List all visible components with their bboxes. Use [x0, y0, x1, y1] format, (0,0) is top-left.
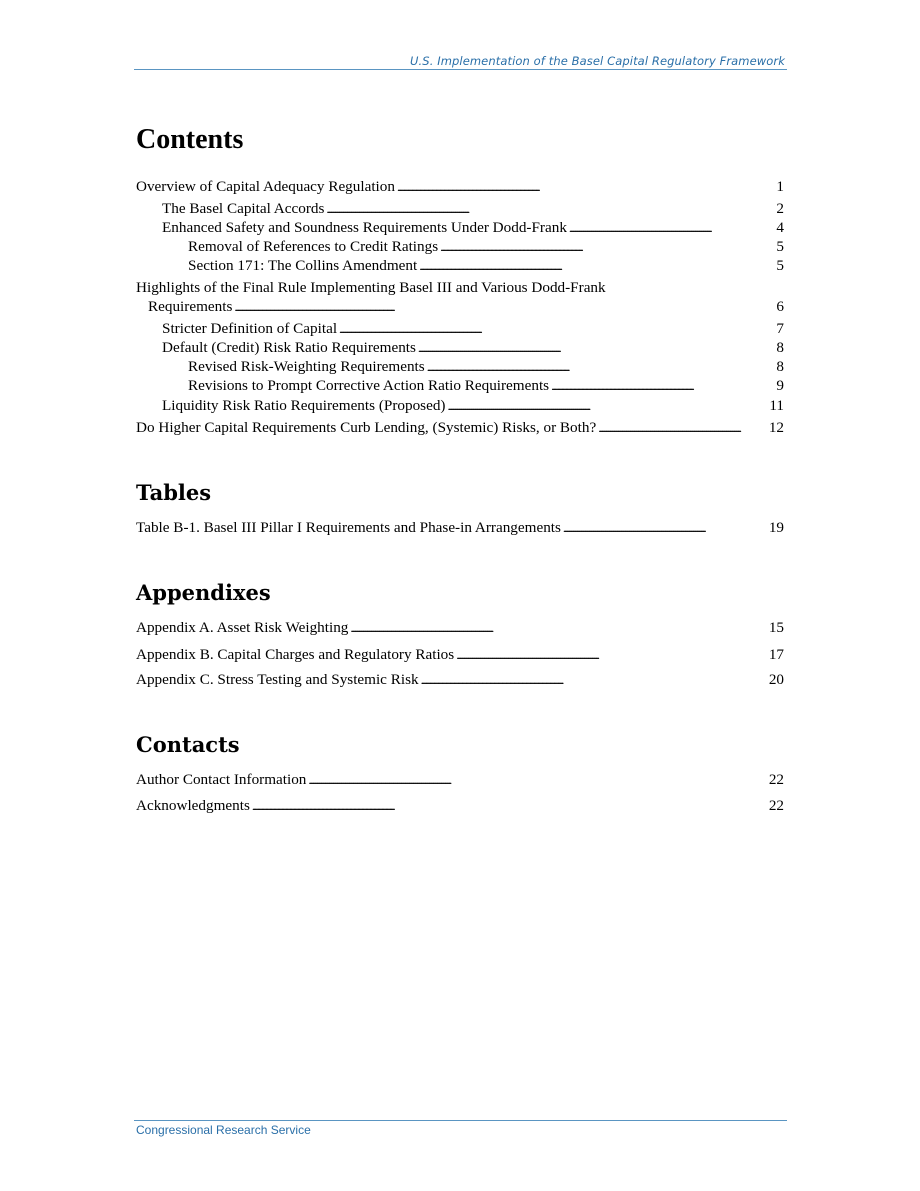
- toc-entry[interactable]: [188, 358, 784, 376]
- dot-leader: [447, 397, 767, 415]
- toc-entry-text: Appendix A. Asset Risk Weighting: [136, 619, 349, 636]
- toc-entry-page: 5: [776, 257, 784, 274]
- toc-entry[interactable]: [136, 771, 784, 789]
- toc-entry[interactable]: [148, 298, 784, 316]
- toc-entry-page: 19: [768, 519, 784, 536]
- toc-entry-text: Acknowledgments: [136, 797, 250, 814]
- toc-entry-text-line1[interactable]: Highlights of the Final Rule Implementing Basel III and Various Dodd-Frank: [136, 279, 606, 296]
- dot-leader: [440, 238, 774, 256]
- dot-leader: [339, 320, 774, 338]
- running-title: U.S. Implementation of the Basel Capital Regulatory Framework: [410, 54, 785, 68]
- toc-entry-page: 20: [768, 671, 784, 688]
- toc-entry[interactable]: [136, 419, 784, 437]
- toc-entry-text: Appendix B. Capital Charges and Regulatory Ratios: [136, 646, 455, 663]
- toc-entry-page: 2: [776, 200, 784, 217]
- tables-heading: Tables: [136, 480, 212, 505]
- dot-leader: [456, 646, 767, 664]
- toc-entry-page: 12: [768, 419, 784, 436]
- footer-rule: [134, 1120, 787, 1121]
- toc-entry-text: Do Higher Capital Requirements Curb Lending, (Systemic) Risks, or Both?: [136, 419, 597, 436]
- dot-leader: [421, 671, 767, 689]
- toc-entry[interactable]: [162, 397, 784, 415]
- contacts-heading: Contacts: [136, 732, 240, 757]
- toc-entry[interactable]: [162, 320, 784, 338]
- dot-leader: [551, 377, 774, 395]
- toc-entry-text: Default (Credit) Risk Ratio Requirements: [162, 339, 416, 356]
- toc-entry[interactable]: [136, 619, 784, 637]
- dot-leader: [350, 619, 766, 637]
- toc-entry-page: 9: [776, 377, 784, 394]
- toc-entry-page: 11: [769, 397, 784, 414]
- toc-entry[interactable]: [188, 377, 784, 395]
- toc-entry[interactable]: [136, 178, 784, 196]
- toc-entry-text: Overview of Capital Adequacy Regulation: [136, 178, 395, 195]
- toc-entry-text: Enhanced Safety and Soundness Requirements Under Dodd-Frank: [162, 219, 567, 236]
- toc-entry-text: Table B-1. Basel III Pillar I Requirements and Phase-in Arrangements: [136, 519, 561, 536]
- toc-entry-text: Liquidity Risk Ratio Requirements (Proposed): [162, 397, 446, 414]
- toc-entry[interactable]: [136, 519, 784, 537]
- contents-heading: Contents: [136, 124, 244, 155]
- dot-leader: [308, 771, 766, 789]
- toc-entry-text: The Basel Capital Accords: [162, 200, 325, 217]
- toc-entry[interactable]: [188, 238, 784, 256]
- toc-entry-text: Stricter Definition of Capital: [162, 320, 338, 337]
- dot-leader: [397, 178, 774, 196]
- toc-entry[interactable]: [136, 646, 784, 664]
- toc-entry[interactable]: [136, 671, 784, 689]
- dot-leader: [569, 219, 774, 237]
- toc-entry-page: 7: [776, 320, 784, 337]
- dot-leader: [252, 797, 767, 815]
- toc-entry[interactable]: [136, 797, 784, 815]
- toc-entry-page: 6: [776, 298, 784, 315]
- appendixes-heading: Appendixes: [136, 580, 271, 605]
- toc-entry-text: Removal of References to Credit Ratings: [188, 238, 439, 255]
- toc-entry-text: Revisions to Prompt Corrective Action Ratio Requirements: [188, 377, 550, 394]
- toc-entry-text: Revised Risk-Weighting Requirements: [188, 358, 425, 375]
- toc-entry[interactable]: [162, 200, 784, 218]
- dot-leader: [598, 419, 767, 437]
- toc-entry-page: 15: [768, 619, 784, 636]
- toc-entry-page: 8: [776, 358, 784, 375]
- dot-leader: [419, 257, 774, 275]
- toc-entry-page: 22: [768, 797, 784, 814]
- toc-entry-page: 8: [776, 339, 784, 356]
- toc-entry-page: 1: [776, 178, 784, 195]
- dot-leader: [234, 298, 774, 316]
- toc-entry-text: Section 171: The Collins Amendment: [188, 257, 418, 274]
- toc-entry-page: 4: [776, 219, 784, 236]
- dot-leader: [418, 339, 774, 357]
- footer-organization: Congressional Research Service: [136, 1123, 311, 1137]
- toc-entry-text: Author Contact Information: [136, 771, 307, 788]
- toc-entry-page: 22: [768, 771, 784, 788]
- toc-entry-page: 17: [768, 646, 784, 663]
- toc-entry-text: Appendix C. Stress Testing and Systemic Risk: [136, 671, 419, 688]
- toc-entry-text-line2: Requirements: [148, 298, 233, 315]
- toc-entry[interactable]: [162, 219, 784, 237]
- toc-entry[interactable]: [162, 339, 784, 357]
- dot-leader: [563, 519, 767, 537]
- toc-entry[interactable]: [188, 257, 784, 275]
- dot-leader: [326, 200, 774, 218]
- dot-leader: [427, 358, 775, 376]
- toc-entry-page: 5: [776, 238, 784, 255]
